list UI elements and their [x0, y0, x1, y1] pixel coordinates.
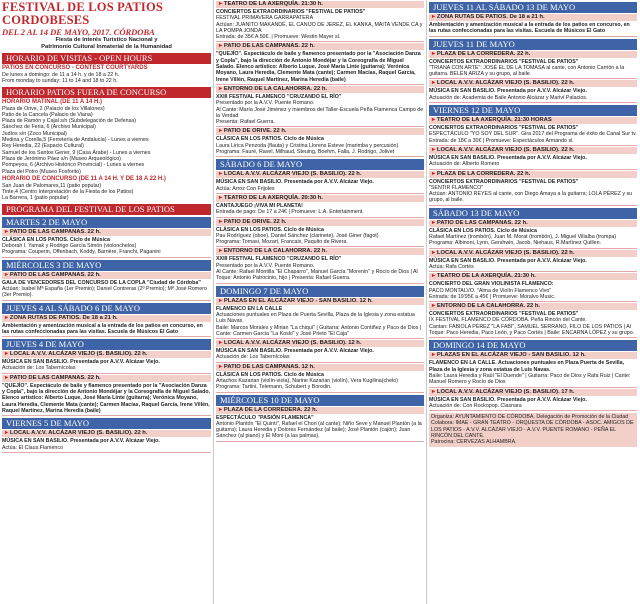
venue-label: LOCAL A.V.V. ALCÁZAR VIEJO (S. BASILIO). 22 h.	[436, 146, 575, 153]
programme-column-2	[216, 1, 424, 442]
patio-address: Plaza de Ramón y Cajal s/n (Subdelegación de Defensa)	[2, 118, 136, 125]
arrow-icon: ▸	[5, 374, 8, 381]
event-description	[2, 382, 211, 416]
arrow-icon: ▸	[5, 228, 8, 235]
venue-heading	[2, 430, 211, 437]
event-line: Artachos Kazarian (violín-viola), Narine Kazarian (violín), Vera Kugilina(chelo)	[216, 377, 398, 384]
arrow-icon: ▸	[219, 85, 222, 92]
contest-courtyards-heading: PATIOS EN CONCURSO - CONTEST COURTYARDS	[2, 65, 148, 71]
arrow-icon: ▸	[219, 340, 222, 347]
open-hours-es: De lunes a domingo: de 11 a 14 h. y de 18 a 22 h.	[2, 72, 120, 78]
arrow-icon: ▸	[432, 249, 435, 256]
venue-heading	[429, 389, 637, 396]
day-banner: JUEVES 4 DE MAYO	[2, 339, 211, 350]
event-line: MÚSICA EN SAN BASILIO. Presentada por A.V.V. Alcázar Viejo.	[429, 88, 587, 95]
event-line: Ambientación y amenización musical a la entrada de los patios en concurso, en las rutas confeccionadas para las visitas. Escuela de Músicos El Gato	[2, 322, 203, 335]
day-banner: SÁBADO 6 DE MAYO	[216, 159, 424, 170]
festival-title: FESTIVAL DE LOS PATIOS CORDOBESES	[2, 0, 164, 27]
event-line: Al Cante: María José Jiménez y miembros del Taller-Escuela Peña Flamenca Campo de la Verdad	[216, 106, 424, 119]
day-banner: MIÉRCOLES 10 DE MAYO	[216, 395, 424, 406]
arrow-icon: ▸	[432, 273, 435, 280]
event-line: Actuación de: Con Rockopop. Clasnara	[429, 402, 522, 409]
patio-address: San Juan de Palomares,11 (patio popular)	[2, 182, 102, 189]
venue-label: PATIO DE LAS CAMPANAS. 22 h.	[436, 219, 528, 226]
event-description	[2, 437, 211, 453]
arrow-icon: ▸	[432, 50, 435, 57]
patio-address: Rey Heredia, 22 (Espacio Cultural)	[2, 143, 84, 150]
organizer-credit: Organiza: AYUNTAMIENTO DE CÓRDOBA. Delegación de Promoción de la Ciudad	[431, 414, 629, 421]
patio-address: Medina y Corella,5 (Ferretería de Andalucía) - Lunes a viernes	[2, 137, 149, 144]
event-description	[2, 322, 211, 338]
event-line: GALA DE VENCEDORES DEL CONCURSO DE LA COPLA "Ciudad de Córdoba"	[2, 279, 201, 286]
event-description	[2, 236, 211, 258]
venue-heading	[429, 273, 637, 280]
event-line: Actúa: Rafa Cortés	[429, 263, 474, 270]
event-description	[216, 202, 424, 218]
patio-address: Sánchez de Feria, 6 (Archivo Municipal)	[2, 124, 96, 131]
event-description	[429, 21, 637, 37]
event-line: "TRIANA CON ARTE": JOSÉ EL DE LA TOMASA al cante, con Antonio Carrión a la guitarra. BELÉN ARIZA y su grupo, al baile.	[429, 64, 625, 78]
arrow-icon: ▸	[432, 170, 435, 177]
arrow-icon: ▸	[219, 194, 222, 201]
patio-address: Plaza del Potro (Museo Fosforito)	[2, 168, 81, 175]
arrow-icon: ▸	[432, 80, 435, 87]
event-description	[429, 87, 637, 103]
venue-label: PATIO DE ORIVE. 22 h.	[223, 218, 287, 225]
event-line: Programa: Fauré, Ravel, Milhaud, Steuing, Boehm, Falla, J. Rodrigo, Jolivet	[216, 149, 395, 156]
day-banner: JUEVES 4 AL SÁBADO 6 DE MAYO	[2, 303, 211, 314]
venue-heading	[216, 195, 424, 202]
event-line: Al Cante: Rafael Montilla "El Chaparro", Manuel García "Morenín" y Rocío de Dios | Al Toque: Antonio Patrocinio, hijo | Presenta: Rafael Guerra.	[216, 269, 418, 282]
event-line: Actúa: El Claus.Flamenco	[2, 444, 63, 451]
arrow-icon: ▸	[432, 388, 435, 395]
venue-heading	[429, 51, 637, 58]
column-2	[213, 0, 426, 604]
arrow-icon: ▸	[5, 430, 8, 437]
event-line: MÚSICA EN SAN BASILIO. Presentada por A.V.V. Alcázar Viejo.	[2, 359, 160, 366]
event-description	[429, 227, 637, 249]
venue-heading	[429, 14, 637, 21]
arrow-icon: ▸	[219, 128, 222, 135]
event-description	[429, 396, 637, 412]
event-line: MÚSICA EN SAN BASILIO. Presentada por A.V.V. Alcázar Viejo.	[429, 396, 587, 403]
venue-label: PLAZA DE LA CORREDERA. 22 h.	[223, 406, 318, 413]
patio-address: Tinte,4 (Centro Interpretación de la Fiesta de los Patios)	[2, 189, 134, 196]
venue-label: PATIO DE LAS CAMPANAS. 12 h.	[223, 363, 315, 370]
event-description	[216, 414, 424, 442]
event-description	[216, 255, 424, 283]
event-line: CANTAJUEGO ¡VIVA MI PLANETA!	[216, 202, 303, 209]
event-line: XXIII FESTIVAL FLAMENCO "CRUZANDO EL RÍO"	[216, 256, 342, 263]
sponsor-credit: Patrocina: CERVEZAS ALHAMBRA.	[431, 439, 517, 446]
venue-heading	[429, 171, 637, 178]
event-line: MÚSICA EN SAN BASILIO. Presentada por A.V.V. Alcázar Viejo.	[429, 257, 587, 264]
event-line: Programa: Tomasi, Mozart, Francaix, Paquito de Rivera.	[216, 239, 348, 246]
event-line: CONCIERTOS EXTRAORDINARIOS "FESTIVAL DE PATIOS"	[429, 178, 579, 185]
event-line: CLÁSICA EN LOS PATIOS. Ciclo de Música	[2, 236, 110, 243]
event-line: "SENTIR FLAMENCO"	[429, 184, 484, 191]
venue-label: LOCAL A.V.V. ALCÁZAR VIEJO (S. BASILIO). 22 h.	[9, 351, 148, 358]
venue-heading	[216, 407, 424, 414]
venue-heading	[2, 375, 211, 382]
non-contest-patios-list	[2, 106, 211, 175]
arrow-icon: ▸	[219, 218, 222, 225]
arrow-icon: ▸	[432, 14, 435, 20]
event-line: CLÁSICA EN LOS PATIOS. Ciclo de Música	[429, 227, 537, 234]
venue-heading	[2, 351, 211, 358]
venue-label: PLAZAS EN EL ALCÁZAR VIEJO - SAN BASILIO. 12 h.	[436, 352, 586, 359]
event-line: CLÁSICA EN LOS PATIOS. Ciclo de Música	[216, 136, 324, 143]
event-description	[429, 58, 637, 80]
event-line: Actuación de: Academia de Baile Antonio Alcázar y Mariví Palacios.	[429, 94, 588, 101]
day-banner: MARTES 2 DE MAYO	[2, 217, 211, 228]
event-line: CLÁSICA EN LOS PATIOS. Ciclo de Música	[216, 371, 324, 378]
credits-box	[429, 413, 637, 446]
day-banner: JUEVES 11 AL SÁBADO 13 DE MAYO	[429, 2, 637, 13]
day-banner: DOMINGO 14 DE MAYO	[429, 340, 637, 351]
event-description	[2, 279, 211, 301]
event-line: Programa: Tartini, Telemann, Schubert y Borodin.	[216, 384, 332, 391]
venue-heading	[216, 86, 424, 93]
event-line: Deborah I. Yamak y Rodrigo García Simón (violonchelos)	[2, 243, 137, 250]
event-description	[429, 280, 637, 302]
event-line: Actuaciones puntuales en Plaza de Puerta Sevilla, Plaza de la Iglesia y zona estatua Luis Navas.	[216, 311, 415, 325]
venue-heading	[216, 171, 424, 178]
event-description	[429, 178, 637, 206]
event-line: Laura Lirica Penzoda (flauta) y Cristina Llorens Esteve (marimba y percusión)	[216, 142, 399, 149]
patio-address: Judíos s/n (Zoco Municipal)	[2, 130, 67, 137]
event-line: Actúan: Isabel Mª España (1er Premio); Daniel Contreras (2º Premio); Mª José Romero (3er Premio).	[2, 285, 207, 299]
event-description	[429, 124, 637, 146]
programme-column-1	[2, 217, 211, 453]
event-description	[216, 178, 424, 194]
event-description	[429, 257, 637, 273]
arrow-icon: ▸	[432, 303, 435, 310]
venue-label: LOCAL A.V.V. ALCÁZAR VIEJO (S. BASILIO). 17 h.	[436, 388, 575, 395]
venue-label: PATIO DE LAS CAMPANAS. 22 h.	[9, 271, 101, 278]
event-line: Rafael Martínez (trombón), Juan M. Morat (trombón), J. Miguel Villalba (trompa)	[429, 234, 617, 241]
patio-address: Plaza de Orive, 2 (Palacio de los Villalones)	[2, 105, 105, 112]
non-contest-hours-banner: HORARIO PATIOS FUERA DE CONCURSO	[2, 87, 211, 98]
event-line: Presentado por la A.V.V. Puente Romano.	[216, 262, 315, 269]
event-line: "QUEJÍO". Espectáculo de baile y flamenco presentado por la "Asociación Danza y Copla", bajo la dirección de Antonio Mondéjar y la Coreografía de Miguel Salado. Elenco artístico: Alberto Luque, José María Linte (guitarra); Verónica Moyano, Laura Heredia, Clemente Mata (cante); Carmen Macías, Raquel García, Irene Villén, Raquel Martínez, Marina Heredia (baile)	[2, 382, 211, 414]
programme-column-3	[429, 2, 637, 411]
patio-address: La Barrera, 1 (patio popular)	[2, 195, 69, 202]
event-line: Pau Rodríguez (oboe), Daniel Sánchez (clarinete), José Giner (fagot)	[216, 232, 379, 239]
day-banner: DOMINGO 7 DE MAYO	[216, 286, 424, 297]
venue-label: TEATRO DE LA AXERQUÍA. 20:30 h.	[223, 194, 323, 201]
venue-heading	[429, 303, 637, 310]
venue-heading	[216, 364, 424, 371]
collaborators-credit: Colabora: IMAE - GRAN TEATRO - ORQUESTA DE CÓRDOBA - ASOC. AMIGOS DE LOS PATIOS - A.V.V. ALCÁZAR VIEJO - A.V.V. PUENTE ROMANO - PEÑA EL RINCÓN DEL CANTE.	[431, 420, 634, 439]
venue-label: LOCAL A.V.V. ALCÁZAR VIEJO (S. BASILIO). 22 h.	[436, 80, 575, 87]
event-description	[216, 226, 424, 248]
venue-label: ENTORNO DE LA CALAHORRA. 22 h.	[436, 303, 540, 310]
event-line: Entrada: de 18€ a 30€ | Promueve: Espectáculos Armando sl.	[429, 137, 574, 144]
venue-heading	[2, 272, 211, 279]
venue-heading	[216, 128, 424, 135]
event-description	[216, 347, 424, 363]
arrow-icon: ▸	[219, 248, 222, 255]
venue-label: ENTORNO DE LA CALAHORRA. 22 h.	[223, 248, 327, 255]
venue-label: PLAZA DE LA CORREDERA. 22 h.	[436, 50, 531, 57]
event-line: Presenta: Rafael Guerra.	[216, 119, 275, 126]
festival-tagline: Fiesta de Interés Turístico Nacional y Patrimonio Cultural Inmaterial de la Humanidad	[41, 37, 172, 50]
event-line: IX FESTIVAL FLAMENCO DE CÓRDOBA. Peña Rincón del Cante.	[429, 317, 587, 324]
column-3	[426, 0, 639, 604]
event-description	[429, 154, 637, 170]
venue-heading	[2, 229, 211, 236]
venue-heading	[429, 352, 637, 359]
event-line: Programa: Couperin, Offenbach, Koddy, Barrière, Franchi, Paganini	[2, 249, 161, 256]
event-line: MÚSICA EN SAN BASILIO. Presentada por A.V.V. Alcázar Viejo.	[429, 154, 587, 161]
arrow-icon: ▸	[219, 363, 222, 370]
event-line: CONCIERTOS EXTRAORDINARIOS "FESTIVAL DE PATIOS"	[429, 125, 579, 132]
patio-address: Plaza de Jerónimo Páez s/n (Museo Arqueológico)	[2, 155, 121, 162]
patio-address: Pompeyos, 6 (Archivo Histórico Provincial) - Lunes a viernes	[2, 162, 145, 169]
arrow-icon: ▸	[432, 117, 435, 124]
venue-heading	[429, 250, 637, 257]
event-line: Cantan: FABIOLA PÉREZ "LA FABI", SAMUEL SERRANO, FILO DE LOS PATIOS | Al Toque: Paco Heredia, Paco León, y Paco Cortés | Baile: ENCARNA LÓPEZ y su grupo.	[429, 323, 635, 337]
event-line: CONCIERTOS EXTRAORDINARIOS "FESTIVAL DE PATIOS"	[429, 311, 579, 318]
event-line: ESPECTÁCULO "PASIÓN FLAMENCA"	[216, 414, 314, 421]
event-line: Entrada de pago: De 17 a 24€ | Promueve: L.A. Entertainment.	[216, 209, 364, 216]
venue-label: TEATRO DE LA AXERQUÍA. 21:30 HORAS	[436, 117, 552, 124]
event-line: Baile: Laura Heredia y Raúl "El Duende" | Guitarra: Paco de Dios y Rafa Ruiz | Cante: Manuel Romero y Rocío de Dios	[429, 372, 631, 386]
event-description	[216, 305, 424, 339]
venue-label: LOCAL A.V.V. ALCÁZAR VIEJO (S. BASILIO). 22 h.	[9, 430, 148, 437]
contest-patios-list	[2, 183, 211, 202]
open-hours-banner: HORARIO DE VISITAS - OPEN HOURS	[2, 53, 211, 64]
event-line: Actuación de: Alberto Romero	[429, 161, 500, 168]
event-line: Actuación de: Los Tabernícolas	[2, 365, 76, 372]
event-line: MÚSICA EN SAN BASILIO. Presentada por A.V.V. Alcázar Viejo.	[2, 438, 160, 445]
event-line: Baile: Marcos Morales y Mirian "La chiqui" | Guitarra: Antonio Contiñez y Paco de Dios | Cante: Carmen Garcia "La Koski" y José Prieto "El Caja"	[216, 324, 422, 337]
patio-address: Samuel de los Santos Gener, 9 (Casa Árabe) - Lunes a viernes	[2, 149, 151, 156]
event-line: FLAMENCO EN LA CALLE	[216, 305, 283, 312]
day-banner: JUEVES 11 DE MAYO	[429, 39, 637, 50]
arrow-icon: ▸	[5, 271, 8, 278]
event-line: MÚSICA EN SAN BASILIO. Presentada por A.V.V. Alcázar Viejo.	[216, 179, 374, 186]
arrow-icon: ▸	[432, 352, 435, 359]
event-line: CONCIERTO DEL GRAN VIOLINISTA FLAMENCO:	[429, 281, 554, 288]
event-line: CONCIERTOS EXTRAORDINARIOS "FESTIVAL DE PATIOS"	[429, 58, 579, 65]
event-line: XXIII FESTIVAL FLAMENCO "CRUZANDO EL RÍO"	[216, 93, 342, 100]
venue-label: ENTORNO DE LA CALAHORRA. 22 h.	[223, 85, 327, 92]
patio-address: Patio de la Cancela (Palacio de Viana)	[2, 111, 93, 118]
venue-heading	[429, 80, 637, 87]
morning-hours-heading: HORARIO MATINAL (DE 11 A 14 H.)	[2, 98, 103, 105]
day-banner: SÁBADO 13 DE MAYO	[429, 208, 637, 219]
venue-label: PATIO DE LAS CAMPANAS. 22 h.	[223, 43, 315, 50]
event-line: Actúa: Arroz Con Frijoles	[216, 185, 275, 192]
arrow-icon: ▸	[432, 146, 435, 153]
event-line: ESPECTÁCULO "YO SOY DEL SUR". Gira 2017 del Programa de éxito de Canal Sur tv.	[429, 131, 637, 138]
venue-label: LOCAL A.V.V. ALCÁZAR VIEJO (S. BASILIO). 22 h.	[436, 249, 575, 256]
venue-label: PATIO DE LAS CAMPANAS. 22 h.	[9, 228, 101, 235]
venue-label: PATIO DE LAS CAMPANAS. 22 h.	[9, 374, 101, 381]
venue-heading	[2, 315, 211, 322]
day-banner: MIÉRCOLES 3 DE MAYO	[2, 260, 211, 271]
event-line: CLÁSICA EN LOS PATIOS. Ciclo de Música	[216, 226, 324, 233]
venue-label: ZONA RUTAS DE PATIOS. De 18 a 21 h.	[436, 14, 545, 20]
contest-hours-heading: HORARIO DE CONCURSO (DE 11 A 14 H. Y DE 18 A 22 H.)	[2, 175, 166, 182]
venue-heading	[216, 43, 424, 50]
venue-heading	[429, 220, 637, 227]
event-description	[429, 359, 637, 387]
event-line: Antonio Plantón "El Quinti", Rafael el Chori (al cante); Niño Seve y Manuel Plantón (a la guitarra); Laura Heredia y Dolores Fernández (al baile); José Plantón (cajón); Juan Sánchez (al piano) y El Moni (a las palmas).	[216, 420, 422, 440]
arrow-icon: ▸	[219, 171, 222, 178]
event-line: Actúan: JUANITO MAKANDÉ, EL CANIJO DE JEREZ, EL KANKA, MAITA VENDE CA y LA POMPA JONDA	[216, 21, 423, 34]
programme-banner: PROGRAMA DEL FESTIVAL DE LOS PATIOS	[2, 204, 211, 215]
venue-label: LOCAL A.V.V. ALCÁZAR VIEJO (S. BASILIO). 12 h.	[223, 340, 362, 347]
arrow-icon: ▸	[219, 406, 222, 413]
venue-heading	[216, 1, 424, 8]
arrow-icon: ▸	[219, 297, 222, 304]
arrow-icon: ▸	[219, 43, 222, 50]
event-description	[429, 310, 637, 338]
event-line: Programa: Albinoni, Lynn, Gershwin, Jacob, Niehaus, R.Martínez Quillen.	[429, 240, 602, 247]
column-1	[0, 0, 213, 604]
event-line: FLAMENCO EN LA CALLE. Actuaciones puntuales en Plaza Puerta de Sevilla, Plaza de la Iglesia y zona estatua de Luis Navas.	[429, 360, 625, 373]
venue-label: TEATRO DE LA AXERQUÍA. 21:30 h.	[436, 273, 536, 280]
day-banner: VIERNES 12 DE MAYO	[429, 105, 637, 116]
event-line: FESTIVAL PRIMAVERA GARRAPATERA	[216, 15, 314, 22]
event-line: CONCIERTOS EXTRAORDINARIOS "FESTIVAL DE PATIOS"	[216, 9, 366, 15]
day-banner: VIERNES 5 DE MAYO	[2, 418, 211, 429]
venue-heading	[429, 147, 637, 154]
event-description	[216, 8, 424, 42]
event-line: PACO MONTALVO. "Alma de Violín Flamenco Vivo"	[429, 287, 552, 294]
event-line: Actúan: ANTONIO REYES al cante, con Diego Amaya a la guitarra; LOLA PÉREZ y su grupo, al baile.	[429, 191, 633, 204]
arrow-icon: ▸	[219, 1, 222, 7]
arrow-icon: ▸	[5, 351, 8, 358]
venue-heading	[216, 340, 424, 347]
arrow-icon: ▸	[432, 219, 435, 226]
venue-label: TEATRO DE LA AXERQUÍA. 21:30 h.	[223, 1, 323, 7]
open-hours-en: From monday to sunday: 11 to 14 and 18 to 22 h.	[2, 78, 118, 85]
event-line: "QUEJÍO". Espectáculo de baile y flamenco presentado por la "Asociación Danza y Copla", bajo la dirección de Antonio Mondéjar y la Coreografía de Miguel Salado. Elenco artístico: Alberto Luque, José María Linte (guitarra); Verónica Moyano, Laura Heredia, Clemente Mata (cante); Carmen Macías, Raquel García, Irene Villén, Raquel Martínez, Marina Heredia (baile)	[216, 51, 421, 83]
venue-heading	[216, 298, 424, 305]
venue-label: PATIO DE ORIVE. 22 h.	[223, 128, 287, 135]
venue-heading	[216, 248, 424, 255]
venue-label: LOCAL A.V.V. ALCÁZAR VIEJO (S. BASILIO). 22 h.	[223, 171, 362, 178]
event-description	[216, 50, 424, 84]
event-line: Ambientación y amenización musical a la entrada de los patios en concurso, en las rutas confeccionadas para las visitas. Escuela de Músicos El Gato	[429, 22, 630, 35]
event-line: Actuación de: Los Tabernícolas	[216, 354, 290, 361]
venue-label: PLAZAS EN EL ALCÁZAR VIEJO - SAN BASILIO. 12 h.	[223, 297, 373, 304]
event-description	[216, 371, 424, 393]
venue-heading	[429, 117, 637, 124]
event-line: Presentado por la A.V.V. Puente Romano.	[216, 100, 315, 107]
event-description	[2, 358, 211, 374]
festival-dates: DEL 2 AL 14 DE MAYO, 2017. CÓRDOBA	[2, 27, 155, 37]
event-line: Entrada: de 35€ A 50€. | Promueve: Westin Mayer sl.	[216, 34, 341, 41]
event-line: Entrada: de 19'95€ a 45€ | Promueve: Moralvo Music.	[429, 293, 556, 300]
event-description	[216, 93, 424, 127]
venue-label: PLAZA DE LA CORREDERA. 22 h.	[436, 170, 531, 177]
venue-label: ZONA RUTAS DE PATIOS. De 18 a 21 h.	[9, 314, 118, 321]
event-description	[216, 135, 424, 157]
arrow-icon: ▸	[5, 314, 8, 321]
venue-heading	[216, 219, 424, 226]
event-line: MÚSICA EN SAN BASILIO. Presentada por A.V.V. Alcázar Viejo.	[216, 348, 374, 355]
